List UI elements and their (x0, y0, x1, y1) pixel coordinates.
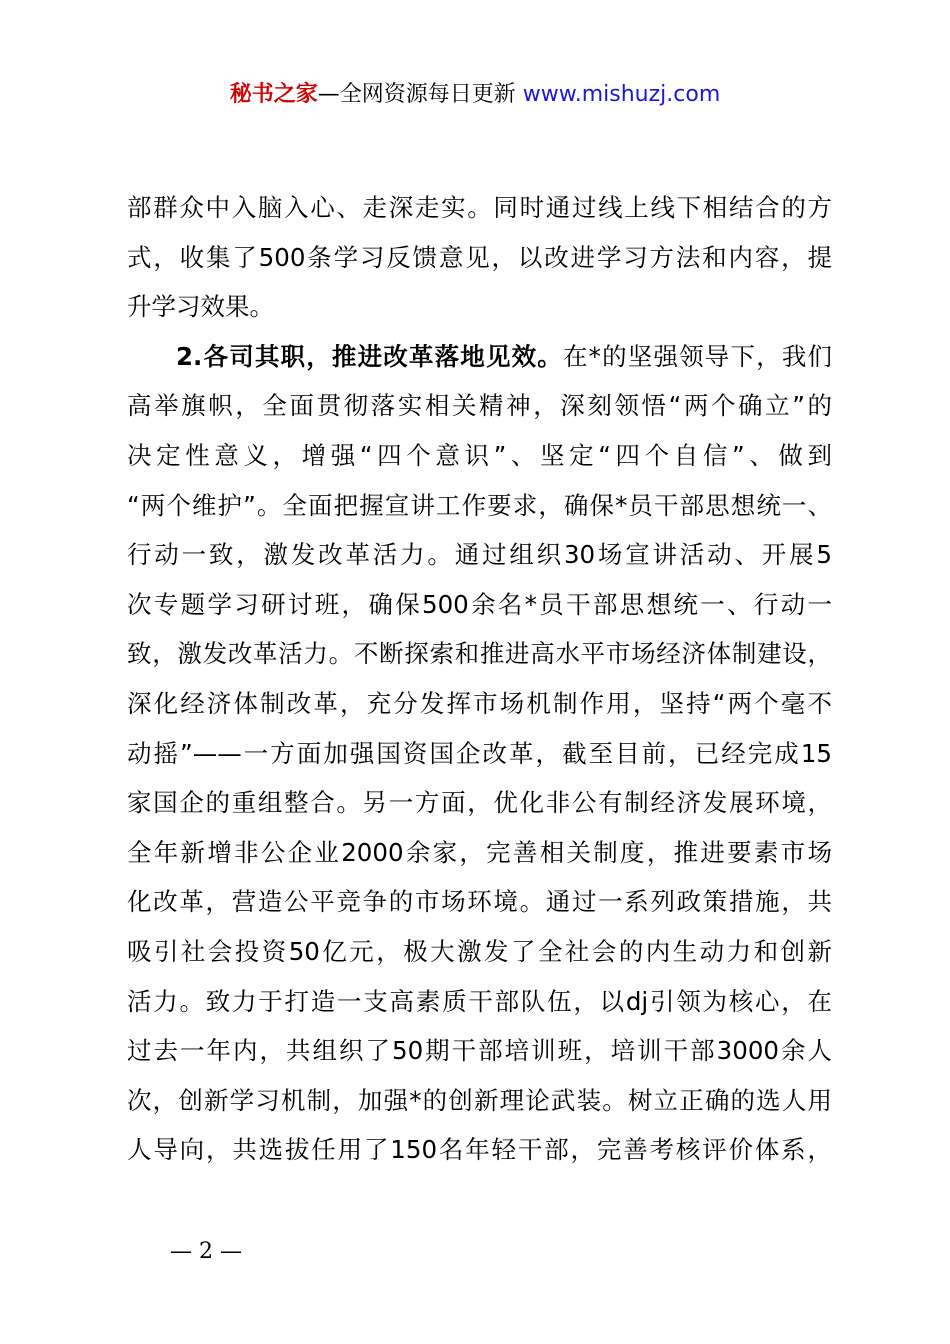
body-line: 活力。致力于打造一支高素质干部队伍，以dj引领为核心，在 (127, 986, 832, 1016)
document-body (127, 183, 832, 1175)
section-lead-text: 在*的坚强领导下，我们 (563, 341, 832, 371)
body-line: 动摇”——一方面加强国资国企改革，截至目前，已经完成15 (127, 738, 832, 768)
body-line: 人导向，共选拔任用了150名年轻干部，完善考核评价体系， (127, 1135, 832, 1165)
site-url-link[interactable]: www.mishuzj.com (522, 82, 721, 107)
body-line: 高举旗帜，全面贯彻落实相关精神，深刻领悟“两个确立”的 (127, 391, 832, 421)
body-line: 致，激发改革活力。不断探索和推进高水平市场经济体制建设， (127, 639, 832, 669)
body-line: “两个维护”。全面把握宣讲工作要求，确保*员干部思想统一、 (127, 490, 832, 520)
section-heading: 2.各司其职，推进改革落地见效。 (176, 341, 563, 371)
body-line: 行动一致，激发改革活力。通过组织30场宣讲活动、开展5 (127, 540, 832, 570)
page-header (0, 78, 950, 112)
body-line: 过去一年内，共组织了50期干部培训班，培训干部3000余人 (127, 1036, 832, 1066)
body-line: 决定性意义，增强“四个意识”、坚定“四个自信”、做到 (127, 440, 832, 470)
header-tagline: —全网资源每日更新 (317, 82, 516, 107)
page-number: — 2 — (170, 1239, 242, 1264)
body-line: 吸引社会投资50亿元，极大激发了全社会的内生动力和创新 (127, 936, 832, 966)
body-line: 式，收集了500条学习反馈意见，以改进学习方法和内容，提 (127, 242, 832, 272)
body-line: 次，创新学习机制，加强*的创新理论武装。树立正确的选人用 (127, 1085, 832, 1115)
body-line: 化改革，营造公平竞争的市场环境。通过一系列政策措施，共 (127, 887, 832, 917)
body-line: 升学习效果。 (127, 292, 274, 322)
body-line: 次专题学习研讨班，确保500余名*员干部思想统一、行动一 (127, 589, 832, 619)
body-line: 部群众中入脑入心、走深走实。同时通过线上线下相结合的方 (127, 193, 832, 222)
body-line: 深化经济体制改革，充分发挥市场机制作用，坚持“两个毫不 (127, 688, 832, 718)
body-line: 家国企的重组整合。另一方面，优化非公有制经济发展环境， (127, 788, 832, 818)
section-heading-line (127, 332, 832, 382)
body-line: 全年新增非公企业2000余家，完善相关制度，推进要素市场 (127, 837, 832, 867)
brand-name: 秘书之家 (229, 82, 318, 107)
